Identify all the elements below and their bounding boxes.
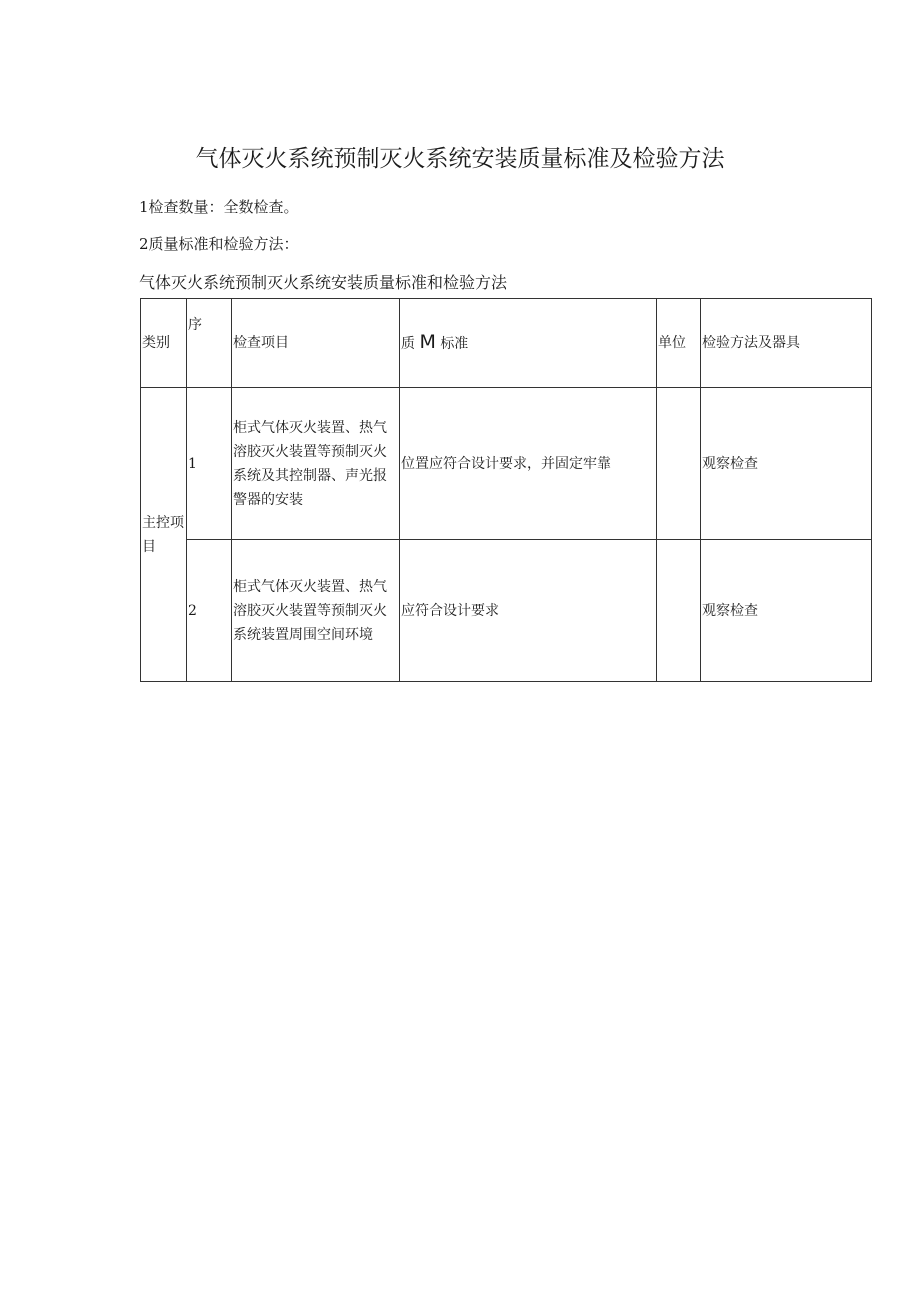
quality-standard-text: 2质量标准和检验方法： — [139, 235, 299, 253]
header-standard — [400, 299, 657, 388]
method-cell: 观察检查 — [701, 540, 872, 682]
header-method: 检验方法及器具 — [701, 299, 872, 388]
document-title: 气体灭火系统预制灭火系统安装质量标准及检验方法 — [195, 146, 725, 172]
inspection-quantity-text: 1检查数量：全数检查。 — [139, 198, 299, 216]
table-row — [141, 388, 872, 540]
table-caption: 气体灭火系统预制灭火系统安装质量标准和检验方法 — [139, 273, 508, 292]
header-category: 类别 — [141, 299, 187, 388]
header-standard-m: M — [419, 331, 436, 353]
header-standard-prefix: 质 — [401, 336, 415, 352]
header-item: 检查项目 — [232, 299, 400, 388]
seq-cell: 2 — [187, 540, 232, 682]
category-cell: 主控项目 — [141, 388, 187, 682]
header-seq: 序 — [187, 299, 232, 388]
header-standard-suffix: 标准 — [440, 336, 469, 352]
table-header-row — [141, 299, 872, 388]
standard-cell: 应符合设计要求 — [400, 540, 657, 682]
standard-cell: 位置应符合设计要求，并固定牢靠 — [400, 388, 657, 540]
unit-cell — [657, 540, 701, 682]
header-unit: 单位 — [657, 299, 701, 388]
table-row — [141, 540, 872, 682]
inspection-table — [140, 298, 872, 682]
method-cell: 观察检查 — [701, 388, 872, 540]
item-cell: 柜式气体灭火装置、热气溶胶灭火装置等预制灭火系统装置周围空间环境 — [232, 540, 400, 682]
seq-cell: 1 — [187, 388, 232, 540]
item-cell: 柜式气体灭火装置、热气溶胶灭火装置等预制灭火系统及其控制器、声光报警器的安装 — [232, 388, 400, 540]
unit-cell — [657, 388, 701, 540]
